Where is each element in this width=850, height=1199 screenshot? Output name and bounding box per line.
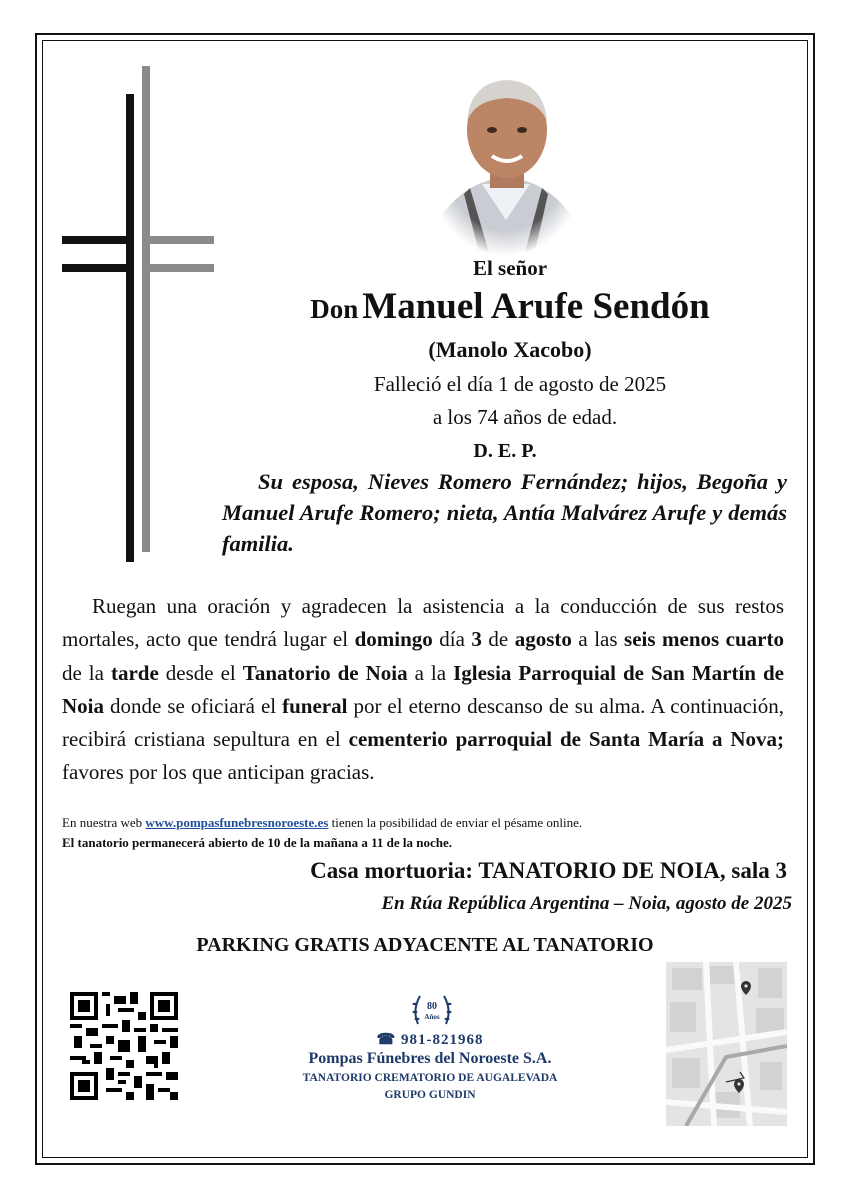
crematorium-name: TANATORIO CREMATORIO DE AUGALEVADA [302,1072,558,1084]
phone-value: 981-821968 [400,1032,484,1048]
announcement-text: de la [62,660,111,685]
announcement-text: a las [571,627,625,652]
intro-label: El señor [472,256,548,280]
announcement-service: funeral [282,693,348,718]
announcement-text: a la [407,660,454,685]
announcement-text: por el eterno descanso de su alma. A continuación, recibirá cristiana sepultura en el [62,693,785,752]
nickname: (Manolo Xacobo) [428,337,592,362]
svg-text:Años: Años [424,1013,440,1021]
location-map[interactable] [666,962,787,1126]
company-name: Pompas Fúnebres del Noroeste S.A. [308,1050,552,1067]
web-note-prefix: En nuestra web [62,815,146,830]
announcement-time: seis menos cuarto [624,627,784,652]
announcement-text: día [432,627,472,652]
anniversary-logo [410,990,454,1030]
web-note [62,815,582,831]
deceased-name [220,285,800,328]
qr-code[interactable] [70,992,178,1100]
cross-icon [62,66,214,562]
announcement-church: Iglesia Parroquial de San Martín de Noia [62,660,784,718]
announcement-text: desde el [158,660,243,685]
announcement-month: agosto [514,627,572,652]
parking-notice: PARKING GRATIS ADYACENTE AL TANATORIO [196,934,654,956]
website-link[interactable]: www.pompasfunebresnoroeste.es [145,815,329,830]
rip-label: D. E. P. [473,440,537,462]
group-name: GRUPO GUNDIN [384,1089,476,1101]
announcement-origin: Tanatorio de Noia [242,660,408,685]
age-at-death: a los 74 años de edad. [432,405,618,429]
funeral-home: Casa mortuoria: TANATORIO DE NOIA, sala 3 [310,858,787,883]
funeral-announcement [62,590,784,790]
title-prefix: Don [310,294,359,324]
announcement-text: donde se oficiará el [104,693,283,718]
phone-number[interactable] [330,1030,530,1049]
announcement-date: 3 [471,627,482,652]
announcement-text: Ruegan una oración y agradecen la asistencia a la conducción de sus restos mortales, acto que tendrá lugar el [62,594,784,652]
web-note-suffix: tienen la posibilidad de enviar el pésame online. [328,815,583,830]
announcement-cemetery: cementerio parroquial de Santa María a Nova; [348,727,785,752]
portrait-photo [430,70,582,256]
place-date: En Rúa República Argentina – Noia, agosto de 2025 [381,893,792,914]
announcement-period: tarde [110,660,159,685]
announcement-day: domingo [354,627,433,652]
family-list: Su esposa, Nieves Romero Fernández; hijos, Begoña y Manuel Arufe Romero; nieta, Antía Malvárez Arufe y demás familia. [222,469,787,556]
opening-hours: El tanatorio permanecerá abierto de 10 de la mañana a 11 de la noche. [62,835,452,850]
telephone-icon: ☎ [376,1032,397,1048]
full-name: Manuel Arufe Sendón [362,286,710,327]
death-date: Falleció el día 1 de agosto de 2025 [373,372,667,396]
svg-text:80: 80 [427,1001,437,1012]
announcement-text: de [481,627,515,652]
announcement-text: favores por los que anticipan gracias. [62,760,375,785]
